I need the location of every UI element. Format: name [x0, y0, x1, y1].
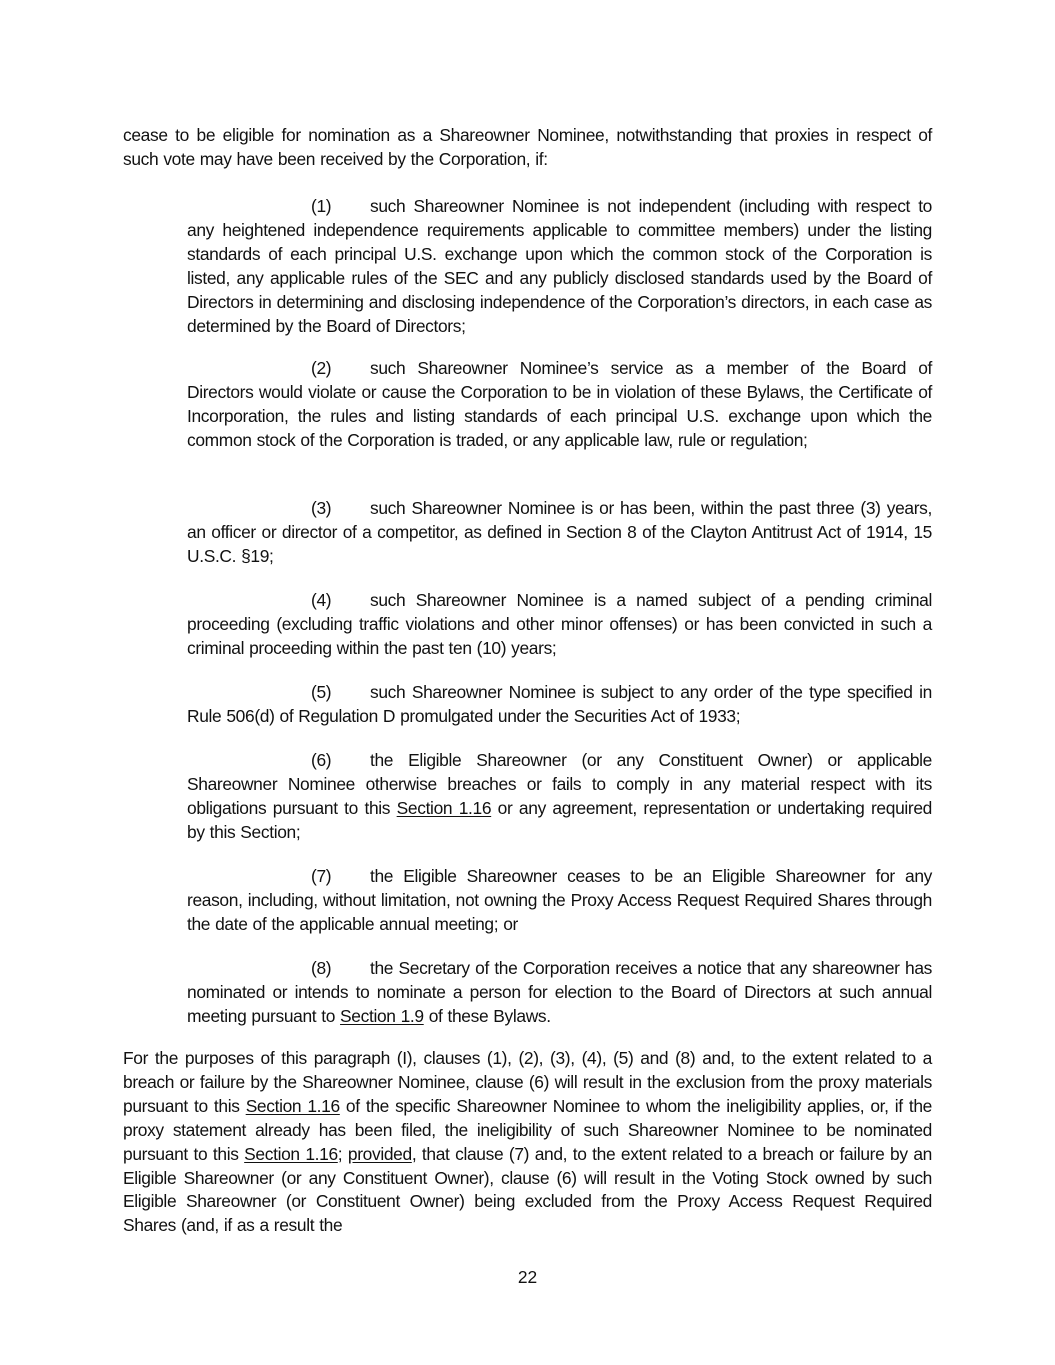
clause-text: the Secretary of the Corporation receives a notice that any shareowner has nominated or intends to nominate a person for election to the Board of Directors at such annual meeting pursuant to: [187, 958, 932, 1026]
closing-text-4: , that clause (7) and, to the extent related to a breach or failure by an Eligible Shareowner (or any Constituent Owner), clause (6) will result in the Voting Stock owned by such Eligible Shareowner (or Constituent Owner) being excluded from the Proxy Access Request Required Shares (and, if as a result the: [123, 1143, 932, 1236]
section-reference-link[interactable]: Section 1.16: [244, 1143, 338, 1164]
clause-text: such Shareowner Nominee’s service as a member of the Board of Directors would violate or cause the Corporation to be in violation of these Bylaws, the Certificate of Incorporation, the rules and listing standards of each principal U.S. exchange upon which the common stock of the Corporation is traded, or any applicable law, rule or regulation;: [187, 358, 932, 450]
section-reference-link[interactable]: Section 1.16: [245, 1095, 340, 1116]
clause-number: (6): [311, 750, 332, 770]
clause-number: (2): [311, 358, 332, 378]
provided-term: provided: [347, 1143, 412, 1164]
clause-text: the Eligible Shareowner (or any Constituent Owner) or applicable Shareowner Nominee otherwise breaches or fails to comply in any material respect with its obligations pursuant to this: [187, 750, 932, 818]
closing-text-1: For the purposes of this paragraph (I), clauses (1), (2), (3), (4), (5) and (8) and, to the extent related to a breach or failure by the Shareowner Nominee, clause (6) will result in the exclusion from the proxy materials pursuant to this: [123, 1048, 932, 1116]
section-reference-link[interactable]: Section 1.9: [340, 1005, 424, 1026]
clause-text: such Shareowner Nominee is subject to any order of the type specified in Rule 506(d) of Regulation D promulgated under the Securities Act of 1933;: [187, 682, 932, 726]
clause-5: [187, 681, 932, 729]
clause-3: [187, 497, 932, 569]
clause-1: [187, 195, 932, 338]
clause-text-continued: of these Bylaws.: [423, 1005, 551, 1026]
clause-number: (8): [311, 958, 332, 978]
closing-text-2: of the specific Shareowner Nominee to whom the ineligibility applies, or, if the proxy statement already has been filed, the ineligibility of such Shareowner Nominee to be nominated pursuant to this: [123, 1095, 932, 1164]
clause-number: (3): [311, 498, 332, 518]
section-reference-link[interactable]: Section 1.16: [396, 797, 492, 818]
clause-text-continued: or any agreement, representation or undertaking required by this Section;: [187, 797, 932, 842]
clause-6: [187, 749, 932, 845]
closing-text-3: ;: [337, 1143, 348, 1164]
intro-paragraph: cease to be eligible for nomination as a Shareowner Nominee, notwithstanding that proxies in respect of such vote may have been received by the Corporation, if:: [123, 125, 932, 169]
clause-number: (4): [311, 590, 332, 610]
clause-text: such Shareowner Nominee is or has been, within the past three (3) years, an officer or director of a competitor, as defined in Section 8 of the Clayton Antitrust Act of 1914, 15 U.S.C. §19;: [187, 498, 932, 566]
clause-8: [187, 957, 932, 1029]
clause-text: the Eligible Shareowner ceases to be an Eligible Shareowner for any reason, including, without limitation, not owning the Proxy Access Request Required Shares through the date of the applicable annual meeting; or: [187, 866, 932, 934]
clause-4: [187, 589, 932, 661]
clause-text: such Shareowner Nominee is not independent (including with respect to any heightened independence requirements applicable to committee members) under the listing standards of each principal U.S. exchange upon which the common stock of the Corporation is listed, any applicable rules of the SEC and any publicly disclosed standards used by the Board of Directors in determining and disclosing independence of the Corporation’s directors, in each case as determined by the Board of Directors;: [187, 196, 932, 336]
clause-7: [187, 865, 932, 937]
clause-text: such Shareowner Nominee is a named subject of a pending criminal proceeding (excluding traffic violations and other minor offenses) or has been convicted in such a criminal proceeding within the past ten (10) years;: [187, 590, 932, 658]
clause-number: (5): [311, 682, 332, 702]
page-number: 22: [517, 1267, 538, 1287]
clause-number: (7): [311, 866, 332, 886]
closing-paragraph: [123, 1047, 932, 1238]
clause-number: (1): [311, 196, 332, 216]
clause-2: [187, 357, 932, 453]
